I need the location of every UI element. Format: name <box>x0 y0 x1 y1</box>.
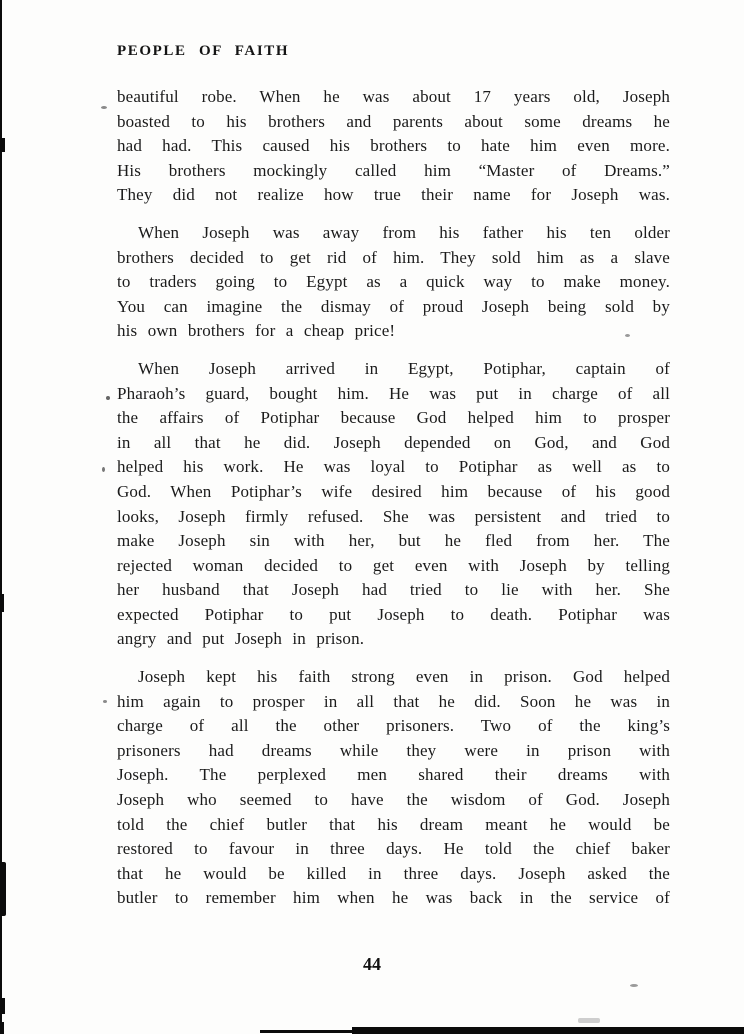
text-line: prisoners had dreams while they were in prison with <box>117 740 670 760</box>
text-line: restored to favour in three days. He told the chief baker <box>117 839 670 859</box>
scan-speck <box>625 334 630 337</box>
text-column <box>117 44 670 911</box>
running-header: PEOPLE OF FAITH <box>117 43 290 59</box>
text-line: angry and put Joseph in prison. <box>117 629 365 649</box>
text-line: His brothers mockingly called him “Master of Dreams.” <box>117 160 670 180</box>
text-line: looks, Joseph firmly refused. She was persistent and tried to <box>117 506 670 526</box>
scan-speck <box>106 396 110 400</box>
text-line: his own brothers for a cheap price! <box>117 321 396 341</box>
text-line: When Joseph arrived in Egypt, Potiphar, captain of <box>138 358 670 378</box>
paragraph-2 <box>117 221 670 344</box>
text-line: had had. This caused his brothers to hate him even more. <box>117 136 670 156</box>
text-line: You can imagine the dismay of proud Joseph being sold by <box>117 296 670 316</box>
scan-blob <box>0 998 5 1014</box>
text-line: helped his work. He was loyal to Potiphar as well as to <box>117 457 670 477</box>
text-line: Joseph who seemed to have the wisdom of God. Joseph <box>117 790 670 810</box>
text-line: him again to prosper in all that he did. Soon he was in <box>117 691 670 711</box>
scan-speck <box>101 106 107 109</box>
text-line: God. When Potiphar’s wife desired him because of his good <box>117 481 670 501</box>
text-line: boasted to his brothers and parents about some dreams he <box>117 111 670 131</box>
text-line: Joseph. The perplexed men shared their dreams with <box>117 765 670 785</box>
text-line: brothers decided to get rid of him. They sold him as a slave <box>117 247 670 267</box>
text-line: They did not realize how true their name for Joseph was. <box>117 185 670 205</box>
text-line: charge of all the other prisoners. Two of the king’s <box>117 716 670 736</box>
scan-blob <box>0 1022 4 1034</box>
text-line: butler to remember him when he was back in the service of <box>117 888 670 908</box>
text-line: the affairs of Potiphar because God helped him to prosper <box>117 408 670 428</box>
scan-blob <box>0 862 6 916</box>
text-line: When Joseph was away from his father his ten older <box>138 222 670 242</box>
text-line: make Joseph sin with her, but he fled from her. The <box>117 531 670 551</box>
scan-speck <box>578 1018 600 1023</box>
scan-speck <box>630 984 638 987</box>
text-line: Joseph kept his faith strong even in prison. God helped <box>138 667 670 687</box>
scan-blob <box>0 138 5 152</box>
text-line: told the chief butler that his dream meant he would be <box>117 814 670 834</box>
text-line: Pharaoh’s guard, bought him. He was put in charge of all <box>117 383 670 403</box>
text-line: expected Potiphar to put Joseph to death. Potiphar was <box>117 604 670 624</box>
page-number: 44 <box>363 954 381 974</box>
scan-blob <box>0 594 4 612</box>
scan-speck <box>102 467 105 472</box>
text-line: rejected woman decided to get even with Joseph by telling <box>117 555 670 575</box>
text-line: her husband that Joseph had tried to lie with her. She <box>117 580 670 600</box>
scan-speck <box>103 700 107 703</box>
text-line: in all that he did. Joseph depended on God, and God <box>117 432 670 452</box>
paragraph-4 <box>117 665 670 911</box>
text-line: that he would be killed in three days. Joseph asked the <box>117 863 670 883</box>
paragraph-1 <box>117 85 670 208</box>
scan-bottom-shadow <box>352 1027 744 1034</box>
paragraph-3 <box>117 357 670 652</box>
text-line: beautiful robe. When he was about 17 years old, Joseph <box>117 87 670 106</box>
text-line: to traders going to Egypt as a quick way to make money. <box>117 272 670 292</box>
